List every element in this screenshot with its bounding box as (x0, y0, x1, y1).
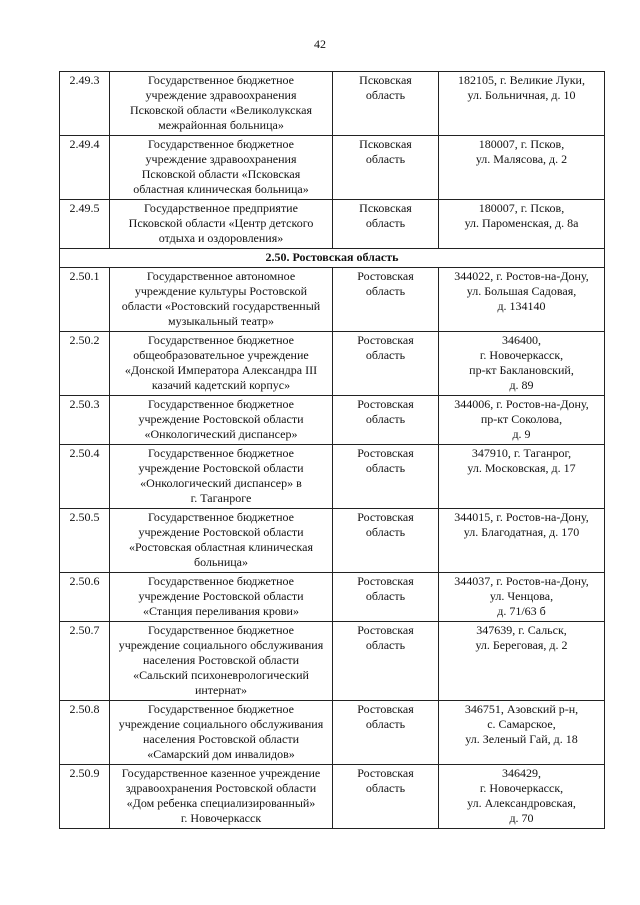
region-line: Ростовская (357, 574, 414, 588)
region-line: область (365, 348, 406, 362)
institution-name (110, 573, 333, 622)
region-line: область (365, 284, 406, 298)
row-number: 2.50.7 (60, 622, 110, 701)
table-row (60, 268, 605, 332)
institution-name-line: Государственное бюджетное (148, 446, 294, 460)
institution-name-line: Государственное бюджетное (148, 137, 294, 151)
address-line: 346400, (502, 333, 541, 347)
region-line: область (365, 412, 406, 426)
region-line: Ростовская (357, 623, 414, 637)
institution-name (110, 268, 333, 332)
region-line: область (365, 781, 406, 795)
region (333, 622, 439, 701)
region (333, 573, 439, 622)
region (333, 701, 439, 765)
institution-name-line: общеобразовательное учреждение (133, 348, 309, 362)
page-number: 42 (314, 37, 326, 51)
institution-name (110, 72, 333, 136)
institution-name-line: учреждение социального обслуживания (118, 717, 324, 731)
address-line: пр-кт Баклановский, (469, 363, 574, 377)
address-line: ул. Малясова, д. 2 (475, 152, 568, 166)
address-line: ул. Московская, д. 17 (467, 461, 576, 475)
address-line: ул. Береговая, д. 2 (475, 638, 568, 652)
address-line: 344037, г. Ростов-на-Дону, (454, 574, 589, 588)
institution-name-line: области «Ростовский государственный (121, 299, 321, 313)
institution-name-line: «Станция переливания крови» (143, 604, 299, 618)
address-line: 346429, (502, 766, 541, 780)
institution-name (110, 622, 333, 701)
row-number: 2.50.5 (60, 509, 110, 573)
region-line: область (365, 88, 406, 102)
region (333, 509, 439, 573)
institution-name-line: населения Ростовской области (143, 732, 299, 746)
institution-name-line: «Сальский психоневрологический (133, 668, 309, 682)
institution-name (110, 701, 333, 765)
section-header-group (60, 249, 605, 268)
address-line: 180007, г. Псков, (478, 137, 565, 151)
institution-name-line: Государственное автономное (146, 269, 296, 283)
region-line: область (365, 525, 406, 539)
address-line: 347639, г. Сальск, (476, 623, 567, 637)
region-line: Ростовская (357, 766, 414, 780)
address (439, 509, 605, 573)
institution-name (110, 509, 333, 573)
institution-name-line: Псковской области «Великолукская (129, 103, 313, 117)
address-line: 347910, г. Таганрог, (471, 446, 572, 460)
region-line: область (365, 717, 406, 731)
address-line: д. 134140 (497, 299, 546, 313)
region-line: Ростовская (357, 397, 414, 411)
address-line: 182105, г. Великие Луки, (458, 73, 585, 87)
region (333, 268, 439, 332)
institution-name-line: Государственное бюджетное (148, 574, 294, 588)
institution-name-line: Государственное бюджетное (148, 333, 294, 347)
region-line: область (365, 589, 406, 603)
region-line: Ростовская (357, 510, 414, 524)
region-line: область (365, 216, 406, 230)
row-number: 2.50.8 (60, 701, 110, 765)
institution-name (110, 445, 333, 509)
institution-name-line: учреждение культуры Ростовской (134, 284, 308, 298)
address-line: г. Новочеркасск, (479, 781, 564, 795)
region (333, 396, 439, 445)
address-line: 344015, г. Ростов-на-Дону, (454, 510, 589, 524)
institution-name-line: межрайонная больница» (158, 118, 284, 132)
address (439, 332, 605, 396)
region (333, 136, 439, 200)
institution-name (110, 136, 333, 200)
address-line: 346751, Азовский р-н, (464, 702, 579, 716)
institution-name-line: музыкальный театр» (168, 314, 274, 328)
institution-name-line: Государственное бюджетное (148, 510, 294, 524)
institution-name-line: г. Таганроге (190, 491, 252, 505)
institution-name-line: Государственное бюджетное (148, 73, 294, 87)
section-title: 2.50. Ростовская область (60, 249, 605, 268)
institution-name-line: Государственное бюджетное (148, 702, 294, 716)
row-number: 2.49.5 (60, 200, 110, 249)
region-line: область (365, 461, 406, 475)
institution-name-line: г. Новочеркасск (180, 811, 262, 825)
region-line: область (365, 638, 406, 652)
institution-name-line: Государственное бюджетное (148, 397, 294, 411)
section-header-row (60, 249, 605, 268)
region-line: Псковская (359, 73, 412, 87)
region (333, 445, 439, 509)
table-row (60, 200, 605, 249)
address (439, 200, 605, 249)
institution-name-line: «Дом ребенка специализированный» (126, 796, 316, 810)
row-number: 2.49.3 (60, 72, 110, 136)
institution-name-line: «Онкологический диспансер» в (140, 476, 302, 490)
address-line: ул. Александровская, (467, 796, 576, 810)
address-line: ул. Зеленый Гай, д. 18 (465, 732, 578, 746)
address (439, 268, 605, 332)
institution-name-line: Государственное бюджетное (148, 623, 294, 637)
institution-name-line: учреждение здравоохранения (145, 88, 297, 102)
institution-name-line: «Ростовская областная клиническая (128, 540, 314, 554)
table-row (60, 765, 605, 829)
address-line: д. 70 (509, 811, 534, 825)
row-number: 2.49.4 (60, 136, 110, 200)
address (439, 445, 605, 509)
address (439, 701, 605, 765)
address (439, 765, 605, 829)
institution-name-line: областная клиническая больница» (133, 182, 309, 196)
region (333, 72, 439, 136)
institution-name-line: населения Ростовской области (143, 653, 299, 667)
address-line: ул. Ченцова, (489, 589, 554, 603)
address-line: ул. Большая Садовая, (466, 284, 577, 298)
table-row (60, 136, 605, 200)
institution-name-line: Государственное казенное учреждение (121, 766, 321, 780)
address (439, 396, 605, 445)
institution-name-line: отдыха и оздоровления» (158, 231, 284, 245)
region-line: Псковская (359, 137, 412, 151)
table-row (60, 573, 605, 622)
table-row (60, 622, 605, 701)
institution-name-line: учреждение Ростовской области (138, 525, 304, 539)
institution-name-line: «Онкологический диспансер» (144, 427, 298, 441)
address-line: 180007, г. Псков, (478, 201, 565, 215)
address-line: д. 9 (512, 427, 531, 441)
institution-name-line: Псковской области «Псковская (141, 167, 301, 181)
institution-name-line: Государственное предприятие (144, 201, 298, 215)
region-line: Ростовская (357, 446, 414, 460)
address (439, 622, 605, 701)
institution-name-line: больница» (194, 555, 248, 569)
institution-name (110, 396, 333, 445)
institution-name-line: Псковской области «Центр детского (128, 216, 314, 230)
pskov-rows (60, 72, 605, 249)
address-line: ул. Пароменская, д. 8а (464, 216, 579, 230)
institution-name-line: казачий кадетский корпус» (151, 378, 291, 392)
region-line: область (365, 152, 406, 166)
row-number: 2.50.4 (60, 445, 110, 509)
address-line: пр-кт Соколова, (480, 412, 563, 426)
institution-name (110, 765, 333, 829)
institution-name-line: учреждение социального обслуживания (118, 638, 324, 652)
institution-name-line: учреждение здравоохранения (145, 152, 297, 166)
address-line: ул. Больничная, д. 10 (467, 88, 576, 102)
address (439, 72, 605, 136)
table-row (60, 509, 605, 573)
institution-name-line: «Донской Императора Александра III (124, 363, 318, 377)
address (439, 136, 605, 200)
row-number: 2.50.9 (60, 765, 110, 829)
table-row (60, 332, 605, 396)
address-line: ул. Благодатная, д. 170 (463, 525, 580, 539)
address-line: 344006, г. Ростов-на-Дону, (454, 397, 589, 411)
institution-name-line: учреждение Ростовской области (138, 589, 304, 603)
address-line: д. 71/63 б (497, 604, 546, 618)
institution-name-line: интернат» (194, 683, 248, 697)
address-line: д. 89 (509, 378, 534, 392)
row-number: 2.50.3 (60, 396, 110, 445)
address-line: г. Новочеркасск, (479, 348, 564, 362)
region-line: Ростовская (357, 269, 414, 283)
address (439, 573, 605, 622)
institution-name (110, 332, 333, 396)
region (333, 332, 439, 396)
institutions-table (59, 71, 605, 829)
table-row (60, 445, 605, 509)
institution-name (110, 200, 333, 249)
institution-name-line: учреждение Ростовской области (138, 461, 304, 475)
address-line: с. Самарское, (487, 717, 556, 731)
institution-name-line: учреждение Ростовской области (138, 412, 304, 426)
table-row (60, 396, 605, 445)
region-line: Ростовская (357, 333, 414, 347)
table-row (60, 72, 605, 136)
institution-name-line: «Самарский дом инвалидов» (147, 747, 295, 761)
region-line: Ростовская (357, 702, 414, 716)
rostov-rows (60, 268, 605, 829)
address-line: 344022, г. Ростов-на-Дону, (454, 269, 589, 283)
table-row (60, 701, 605, 765)
region-line: Псковская (359, 201, 412, 215)
region (333, 765, 439, 829)
region (333, 200, 439, 249)
row-number: 2.50.1 (60, 268, 110, 332)
row-number: 2.50.6 (60, 573, 110, 622)
institution-name-line: здравоохранения Ростовской области (125, 781, 317, 795)
row-number: 2.50.2 (60, 332, 110, 396)
